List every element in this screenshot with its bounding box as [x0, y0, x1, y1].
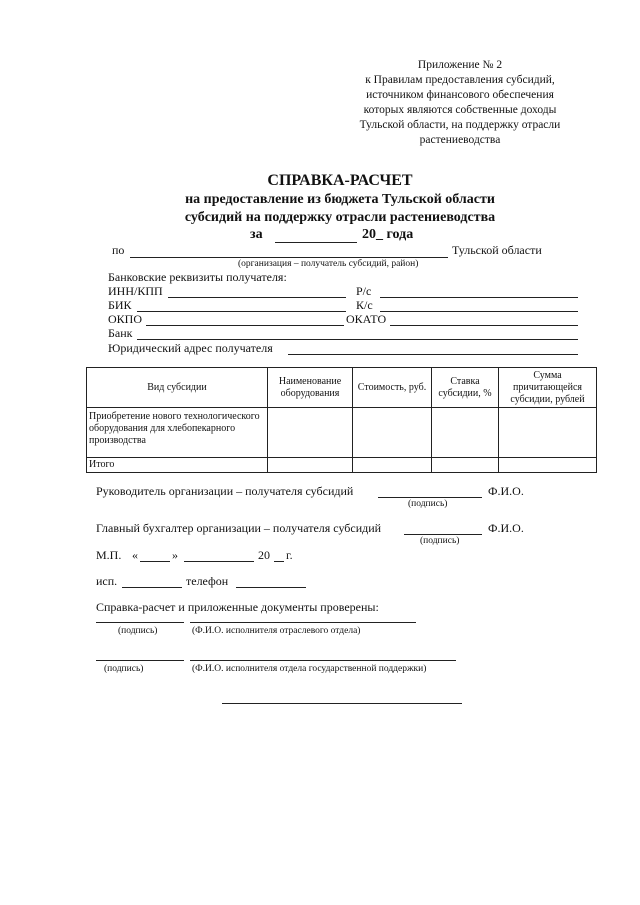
bik-label: БИК [108, 298, 132, 312]
accountant-fio: Ф.И.О. [488, 521, 524, 535]
address-field-line[interactable] [288, 354, 578, 355]
header-cost: Стоимость, руб. [353, 368, 432, 408]
row-rate-cell[interactable] [432, 408, 499, 458]
total-rate-cell[interactable] [432, 458, 499, 473]
recipient-region: Тульской области [452, 243, 542, 257]
ks-field-line[interactable] [380, 311, 578, 312]
recipient-po-label: по [112, 243, 125, 257]
title-for: за [250, 227, 263, 242]
header-rate: Ставка субсидии, % [432, 368, 499, 408]
year-blank-line[interactable] [275, 242, 357, 243]
header-equipment: Наименование оборудования [268, 368, 353, 408]
phone-label: телефон [186, 574, 229, 588]
row-subsidy-type: Приобретение нового технологического оборудования для хлебопекарного производства [87, 408, 268, 458]
state-sign-hint: (подпись) [104, 664, 144, 674]
bik-field-line[interactable] [137, 311, 346, 312]
rs-label: Р/с [356, 284, 372, 298]
accountant-sign-hint: (подпись) [420, 536, 460, 546]
state-fio-line[interactable] [190, 660, 456, 661]
accountant-sign-line[interactable] [404, 534, 482, 535]
appendix-line: к Правилам предоставления субсидий, [365, 74, 555, 86]
row-amount-cell[interactable] [499, 408, 597, 458]
bank-field-line[interactable] [137, 339, 578, 340]
title-line-2: на предоставление из бюджета Тульской области [185, 192, 495, 207]
quote-close: » [172, 548, 178, 562]
head-fio: Ф.И.О. [488, 484, 524, 498]
total-amount-cell[interactable] [499, 458, 597, 473]
bank-header: Банковские реквизиты получателя: [108, 270, 287, 284]
address-label: Юридический адрес получателя [108, 341, 273, 355]
phone-line[interactable] [236, 587, 306, 588]
appendix-line: Приложение № 2 [417, 59, 503, 71]
okpo-label: ОКПО [108, 312, 143, 326]
state-sign-line[interactable] [96, 660, 184, 661]
head-sign-line[interactable] [378, 497, 482, 498]
okato-field-line[interactable] [390, 325, 578, 326]
total-label: Итого [87, 458, 268, 473]
appendix-line: растениеводства [419, 134, 501, 146]
appendix-note [330, 58, 590, 148]
date-g: г. [286, 548, 293, 562]
total-cost-cell[interactable] [353, 458, 432, 473]
title-year: 20_ года [362, 227, 414, 242]
appendix-line: которых являются собственные доходы [363, 104, 557, 116]
head-label: Руководитель организации – получателя субсидий [96, 484, 354, 498]
closing-rule [222, 703, 462, 704]
branch-sign-hint: (подпись) [118, 626, 158, 636]
rs-field-line[interactable] [380, 297, 578, 298]
document-title: СПРАВКА-РАСЧЕТ [267, 172, 413, 189]
table-header-row [87, 368, 597, 408]
checked-label: Справка-расчет и приложенные документы проверены: [96, 600, 379, 614]
recipient-hint: (организация – получатель субсидий, район) [238, 259, 419, 269]
header-subsidy-type: Вид субсидии [87, 368, 268, 408]
total-equipment-cell[interactable] [268, 458, 353, 473]
inn-label: ИНН/КПП [108, 284, 163, 298]
head-sign-hint: (подпись) [408, 499, 448, 509]
row-equipment-cell[interactable] [268, 408, 353, 458]
day-line[interactable] [140, 561, 170, 562]
branch-fio-hint: (Ф.И.О. исполнителя отраслевого отдела) [192, 626, 361, 636]
bank-label: Банк [108, 326, 133, 340]
branch-fio-line[interactable] [190, 622, 416, 623]
okato-label: ОКАТО [346, 312, 387, 326]
inn-field-line[interactable] [168, 297, 346, 298]
isp-line[interactable] [122, 587, 182, 588]
quote-open: « [132, 548, 138, 562]
appendix-line: источником финансового обеспечения [366, 89, 554, 101]
mp-label: М.П. [96, 548, 122, 562]
row-cost-cell[interactable] [353, 408, 432, 458]
state-fio-hint: (Ф.И.О. исполнителя отдела государственной поддержки) [192, 664, 427, 674]
date-year: 20 [258, 548, 270, 562]
year-line[interactable] [274, 561, 284, 562]
appendix-line: Тульской области, на поддержку отрасли [359, 119, 561, 131]
table-row [87, 408, 597, 458]
branch-sign-line[interactable] [96, 622, 184, 623]
ks-label: К/с [356, 298, 373, 312]
header-amount: Сумма причитающейся субсидии, рублей [499, 368, 597, 408]
recipient-field-line[interactable] [130, 257, 448, 258]
isp-label: исп. [96, 574, 118, 588]
table-total-row [87, 458, 597, 473]
subsidy-table [86, 367, 597, 473]
accountant-label: Главный бухгалтер организации – получателя субсидий [96, 521, 382, 535]
okpo-field-line[interactable] [146, 325, 344, 326]
title-line-3: субсидий на поддержку отрасли растениеводства [184, 210, 496, 225]
month-line[interactable] [184, 561, 254, 562]
